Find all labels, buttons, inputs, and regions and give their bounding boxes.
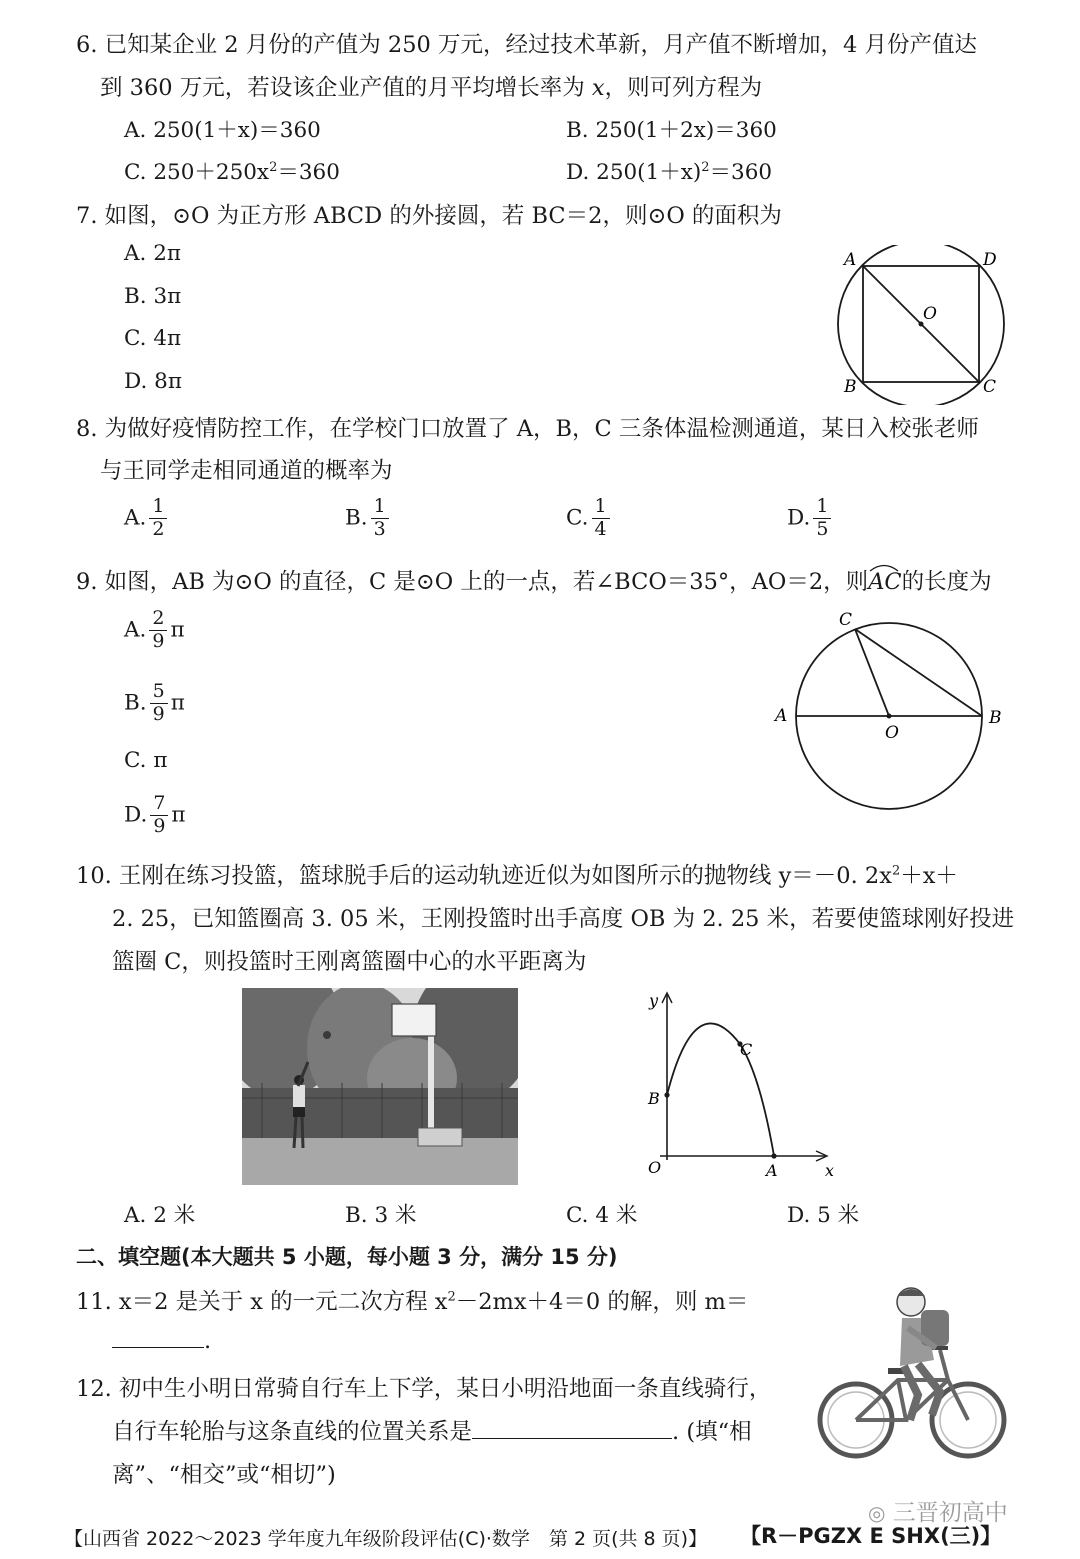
label-a: A bbox=[775, 706, 788, 726]
q11-line2: . bbox=[112, 1328, 211, 1354]
label-c: C bbox=[839, 610, 853, 630]
point-a bbox=[771, 1153, 776, 1158]
watermark: ◎ 三晋初高中 bbox=[868, 1500, 1008, 1526]
q6-line1: 6. 已知某企业 2 月份的产值为 250 万元，经过技术革新，月产值不断增加，4 月份产值达 bbox=[76, 32, 977, 58]
q7-option-b: B. 3π bbox=[124, 284, 182, 309]
q6-option-a: A. 250(1＋x)＝360 bbox=[124, 118, 321, 143]
q8-option-b: B. $\frac{1}{3}$ bbox=[345, 497, 392, 540]
photo-scene bbox=[242, 988, 518, 1185]
q8-line1: 8. 为做好疫情防控工作，在学校门口放置了 A，B，C 三条体温检测通道，某日入校张老师 bbox=[76, 416, 979, 442]
segment-co bbox=[855, 629, 889, 716]
label-b: B bbox=[648, 1089, 660, 1108]
center-o bbox=[887, 714, 892, 719]
point-b bbox=[664, 1092, 669, 1097]
q9-option-a: A. $\frac{2}{9}$ π bbox=[124, 607, 185, 652]
label-c: C bbox=[983, 377, 997, 397]
arc-mark bbox=[868, 562, 900, 572]
arc-ac: AC bbox=[868, 569, 901, 595]
label-o: O bbox=[648, 1158, 662, 1177]
q9-stem: 9. 如图，AB 为⊙O 的直径，C 是⊙O 上的一点，若∠BCO＝35°，AO＝2，则AC 的长度为 bbox=[76, 564, 992, 596]
parabola bbox=[667, 1023, 774, 1156]
q7-option-a: A. 2π bbox=[124, 241, 182, 266]
q8-option-d: D. $\frac{1}{5}$ bbox=[787, 497, 834, 540]
q10-option-b: B. 3 米 bbox=[345, 1203, 417, 1228]
wechat-icon: ◎ bbox=[868, 1501, 886, 1525]
footer-left: 【山西省 2022～2023 学年度九年级阶段评估(C)·数学 第 2 页(共 8 页)】 bbox=[64, 1528, 708, 1550]
q8-option-c: C. $\frac{1}{4}$ bbox=[566, 497, 613, 540]
q10-graph bbox=[640, 985, 845, 1185]
label-y: y bbox=[649, 991, 659, 1010]
label-a: A bbox=[766, 1161, 778, 1180]
q12-answer-blank[interactable] bbox=[472, 1420, 672, 1439]
q10-line3: 篮圈 C，则投篮时王刚离篮圈中心的水平距离为 bbox=[112, 949, 587, 975]
section-fill-in-title: 二、填空题(本大题共 5 小题，每小题 3 分，满分 15 分) bbox=[76, 1245, 618, 1269]
label-c: C bbox=[740, 1040, 753, 1059]
q12-line3: 离”、“相交”或“相切”) bbox=[112, 1462, 336, 1488]
q10-option-c: C. 4 米 bbox=[566, 1203, 638, 1228]
label-o: O bbox=[923, 304, 937, 324]
q9-figure bbox=[770, 605, 1010, 845]
q6-line2: 到 360 万元，若设该企业产值的月平均增长率为 x，则可列方程为 bbox=[100, 75, 763, 101]
label-b: B bbox=[989, 708, 1002, 728]
segment-cb bbox=[855, 629, 982, 716]
q9-option-d: D. $\frac{7}{9}$ π bbox=[124, 792, 186, 837]
q10-option-a: A. 2 米 bbox=[124, 1203, 196, 1228]
q11-answer-blank[interactable] bbox=[112, 1329, 204, 1348]
q12-line2: 自行车轮胎与这条直线的位置关系是 . (填“相 bbox=[112, 1419, 752, 1445]
label-b: B bbox=[844, 377, 857, 397]
cyclist-illustration bbox=[808, 1280, 1008, 1465]
q6-option-d: D. $250(1+x)^2=360$ bbox=[566, 159, 773, 185]
q7-option-d: D. 8π bbox=[124, 369, 182, 394]
q8-line2: 与王同学走相同通道的概率为 bbox=[100, 458, 393, 484]
q10-line1: 10. 王刚在练习投篮，篮球脱手后的运动轨迹近似为如图所示的抛物线 y＝－0. $2x^2+x+$ bbox=[76, 863, 958, 889]
footer-code: 【R－PGZX E SHX(三)】 bbox=[740, 1524, 1002, 1548]
label-a: A bbox=[844, 250, 857, 270]
label-x: x bbox=[825, 1161, 835, 1180]
q6-option-b: B. 250(1＋2x)＝360 bbox=[566, 118, 777, 143]
q7-option-c: C. 4π bbox=[124, 326, 182, 351]
q8-option-a: A. $\frac{1}{2}$ bbox=[124, 497, 170, 540]
q10-line2: 2. 25，已知篮圈高 3. 05 米，王刚投篮时出手高度 OB 为 2. 25 米，若要使篮球刚好投进 bbox=[112, 906, 1015, 932]
q10-option-d: D. 5 米 bbox=[787, 1203, 860, 1228]
q7-figure bbox=[830, 245, 1015, 405]
q9-option-c: C. π bbox=[124, 748, 168, 773]
basketball-photo bbox=[242, 988, 518, 1185]
q11-line1: 11. x＝2 是关于 x 的一元二次方程 $x^2-2mx+4=0$ 的解，则 m＝ bbox=[76, 1289, 749, 1315]
q7-stem: 7. 如图，⊙O 为正方形 ABCD 的外接圆，若 BC＝2，则⊙O 的面积为 bbox=[76, 203, 782, 229]
label-d: D bbox=[983, 250, 997, 270]
q9-option-b: B. $\frac{5}{9}$ π bbox=[124, 680, 185, 725]
q12-line1: 12. 初中生小明日常骑自行车上下学，某日小明沿地面一条直线骑行， bbox=[76, 1376, 772, 1402]
label-o: O bbox=[885, 723, 899, 743]
q6-option-c: C. $250+250x^2=360$ bbox=[124, 159, 340, 185]
